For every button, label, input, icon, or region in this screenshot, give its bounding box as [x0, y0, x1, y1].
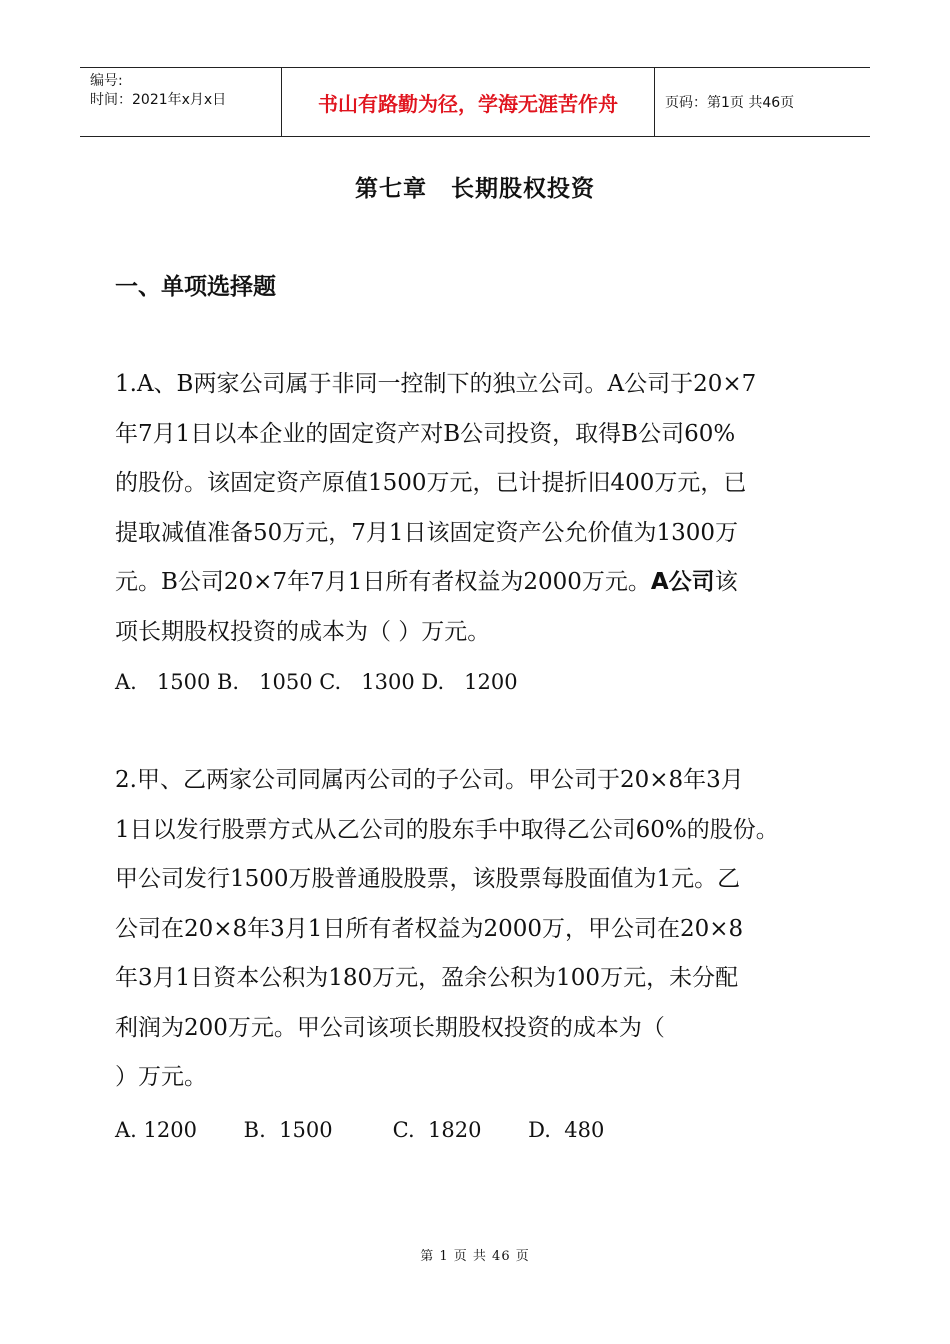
number-label: 编号: [90, 73, 123, 89]
question-line: 2.甲、乙两家公司同属丙公司的子公司。甲公司于20×8年3月 [115, 767, 744, 793]
motto: 书山有路勤为径，学海无涯苦作舟 [318, 91, 618, 116]
question-line: ）万元。 [115, 1064, 207, 1090]
question-line: 年3月1日资本公积为180万元，盈余公积为100万元，未分配 [115, 965, 739, 991]
section-heading: 一、单项选择题 [115, 274, 276, 300]
question-line: 的股份。该固定资产原值1500万元，已计提折旧400万元，已 [115, 470, 747, 496]
question-line: 提取减值准备50万元，7月1日该固定资产公允价值为1300万 [115, 519, 739, 546]
question-1 [115, 360, 845, 657]
question-text: 元。B公司20×7年7月1日所有者权益为2000万元。 [115, 569, 651, 595]
question-1-options: A. 1500 B. 1050 C. 1300 D. 1200 [115, 670, 518, 694]
header-page-cell [655, 68, 870, 136]
question-line: 1日以发行股票方式从乙公司的股东手中取得乙公司60%的股份。 [115, 816, 779, 843]
header-motto-cell [282, 68, 655, 136]
question-line: 甲公司发行1500万股普通股股票，该股票每股面值为1元。乙 [115, 866, 741, 892]
question-line [115, 558, 845, 608]
question-line: 利润为200万元。甲公司该项长期股权投资的成本为（ [115, 1014, 665, 1041]
question-line: 项长期股权投资的成本为（ ）万元。 [115, 618, 491, 645]
question-text: 该 [714, 569, 738, 595]
time-label: 时间：2021年x月x日 [90, 92, 227, 108]
question-2-options: A. 1200 B. 1500 C. 1820 D. 480 [115, 1118, 605, 1142]
chapter-name: 长期股权投资 [451, 176, 595, 202]
question-2 [115, 756, 845, 1103]
page-footer: 第 1 页 共 46 页 [420, 1249, 530, 1264]
page-info: 页码：第1页 共46页 [665, 95, 795, 111]
bold-company-name: A公司 [650, 569, 715, 595]
chapter-title [0, 170, 950, 203]
question-line: 年7月1日以本企业的固定资产对B公司投资，取得B公司60% [115, 420, 736, 447]
question-line: 1.A、B两家公司属于非同一控制下的独立公司。A公司于20×7 [115, 371, 757, 397]
document-header [80, 67, 870, 137]
chapter-number: 第七章 [355, 176, 427, 202]
question-line: 公司在20×8年3月1日所有者权益为2000万，甲公司在20×8 [115, 915, 744, 942]
header-meta-cell [80, 68, 282, 136]
